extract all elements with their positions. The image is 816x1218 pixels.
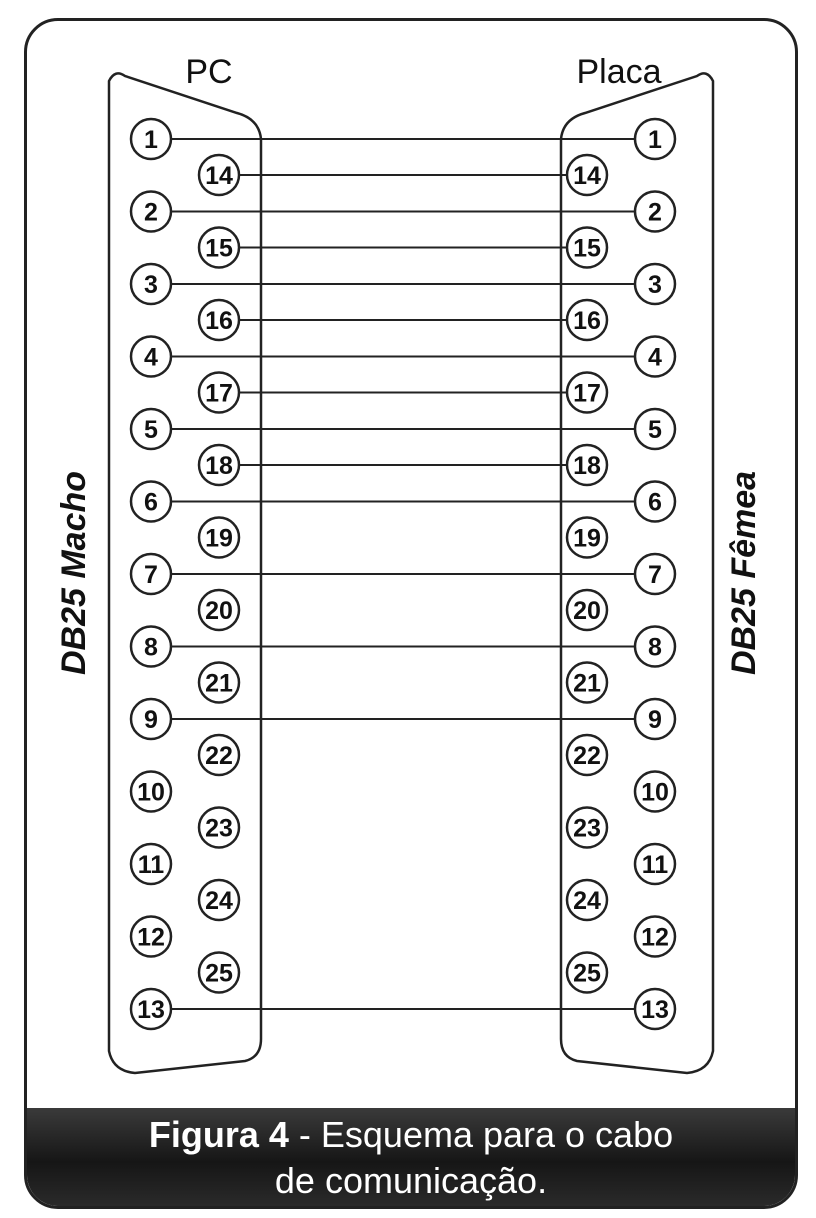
- pin-left_inner-18: [199, 445, 239, 485]
- pin-left_inner-22: [199, 735, 239, 775]
- pin-left_outer-8: [131, 627, 171, 667]
- pin-number: 24: [573, 887, 601, 915]
- pin-number: 7: [648, 561, 662, 589]
- pin-left_inner-23: [199, 808, 239, 848]
- pin-number: 18: [573, 452, 601, 480]
- pin-left_outer-11: [131, 844, 171, 884]
- pin-number: 9: [144, 706, 158, 734]
- pin-right_inner-24: [567, 880, 607, 920]
- right-side-label: DB25 Fêmea: [725, 470, 763, 676]
- pin-left_inner-20: [199, 590, 239, 630]
- pin-right_outer-1: [635, 119, 675, 159]
- pin-number: 22: [205, 742, 233, 770]
- pin-number: 1: [648, 126, 662, 154]
- pin-left_inner-16: [199, 300, 239, 340]
- pin-number: 3: [648, 271, 662, 299]
- pin-left_inner-25: [199, 953, 239, 993]
- pin-number: 4: [648, 343, 662, 372]
- pin-number: 12: [641, 923, 669, 952]
- pin-number: 24: [205, 887, 233, 915]
- pin-number: 4: [144, 343, 158, 372]
- pin-left_inner-14: [199, 155, 239, 195]
- pin-number: 15: [205, 234, 233, 263]
- pin-right_inner-15: [567, 228, 607, 268]
- pin-right_outer-4: [635, 337, 675, 377]
- pin-right_outer-9: [635, 699, 675, 739]
- pin-number: 25: [573, 959, 601, 988]
- pin-number: 2: [648, 198, 662, 227]
- pin-number: 6: [648, 488, 662, 517]
- connector-diagram: [27, 21, 795, 1111]
- pin-right_outer-5: [635, 409, 675, 449]
- pin-right_inner-22: [567, 735, 607, 775]
- pin-number: 11: [137, 851, 165, 879]
- pin-right_outer-11: [635, 844, 675, 884]
- pin-number: 10: [137, 778, 165, 807]
- pin-left_inner-24: [199, 880, 239, 920]
- pin-left_outer-2: [131, 192, 171, 232]
- pin-number: 20: [573, 597, 601, 625]
- pin-left_outer-12: [131, 917, 171, 957]
- left-side-label: DB25 Macho: [55, 470, 93, 676]
- pin-right_inner-14: [567, 155, 607, 195]
- pin-left_outer-13: [131, 989, 171, 1029]
- pin-number: 23: [573, 814, 601, 843]
- caption-separator: -: [288, 1114, 321, 1155]
- figure-card: [24, 18, 798, 1209]
- pin-left_outer-7: [131, 554, 171, 594]
- pin-number: 19: [573, 524, 601, 553]
- pin-right_inner-25: [567, 953, 607, 993]
- caption-line-1: [27, 1112, 795, 1158]
- pin-left_inner-21: [199, 663, 239, 703]
- pin-number: 15: [573, 234, 601, 263]
- pin-right_inner-23: [567, 808, 607, 848]
- pin-right_inner-17: [567, 373, 607, 413]
- pin-right_outer-6: [635, 482, 675, 522]
- pin-left_inner-15: [199, 228, 239, 268]
- pin-number: 17: [573, 379, 601, 408]
- caption-label: Figura 4: [148, 1114, 289, 1155]
- pin-number: 25: [205, 959, 233, 988]
- pin-number: 14: [573, 162, 601, 190]
- pin-number: 7: [144, 561, 158, 589]
- figure-caption: [27, 1108, 795, 1206]
- caption-line-2: de comunicação.: [274, 1160, 548, 1201]
- right-header: Placa: [576, 53, 662, 91]
- pin-left_inner-19: [199, 518, 239, 558]
- pin-right_outer-3: [635, 264, 675, 304]
- pin-number: 13: [137, 996, 165, 1024]
- pin-number: 6: [144, 488, 158, 517]
- pin-right_outer-2: [635, 192, 675, 232]
- pin-right_outer-12: [635, 917, 675, 957]
- pin-right_inner-20: [567, 590, 607, 630]
- pin-right_outer-7: [635, 554, 675, 594]
- pin-number: 17: [205, 379, 233, 408]
- pin-number: 3: [144, 271, 158, 299]
- pin-left_outer-10: [131, 772, 171, 812]
- pin-right_inner-18: [567, 445, 607, 485]
- left-header: PC: [185, 53, 233, 91]
- pin-number: 9: [648, 706, 662, 734]
- pin-right_inner-19: [567, 518, 607, 558]
- pin-left_outer-5: [131, 409, 171, 449]
- pin-number: 21: [573, 669, 601, 698]
- pin-number: 12: [137, 923, 165, 952]
- pin-number: 19: [205, 524, 233, 553]
- pin-number: 13: [641, 996, 669, 1024]
- pin-number: 21: [205, 669, 233, 698]
- pin-left_outer-1: [131, 119, 171, 159]
- pin-number: 5: [144, 416, 158, 444]
- pin-left_outer-6: [131, 482, 171, 522]
- pin-left_inner-17: [199, 373, 239, 413]
- pin-number: 16: [205, 307, 233, 335]
- pin-left_outer-9: [131, 699, 171, 739]
- pin-number: 2: [144, 198, 158, 227]
- pin-number: 8: [144, 633, 158, 662]
- pin-right_inner-21: [567, 663, 607, 703]
- pin-number: 8: [648, 633, 662, 662]
- pin-right_outer-8: [635, 627, 675, 667]
- pin-number: 18: [205, 452, 233, 480]
- pin-number: 16: [573, 307, 601, 335]
- pin-number: 5: [648, 416, 662, 444]
- pin-number: 20: [205, 597, 233, 625]
- wire-group: [171, 139, 635, 1009]
- pin-number: 23: [205, 814, 233, 843]
- pin-number: 10: [641, 778, 669, 807]
- pin-number: 1: [144, 126, 158, 154]
- pin-right_inner-16: [567, 300, 607, 340]
- pin-right_outer-13: [635, 989, 675, 1029]
- pin-number: 14: [205, 162, 233, 190]
- caption-text-1: Esquema para o cabo: [320, 1114, 674, 1155]
- pin-left_outer-4: [131, 337, 171, 377]
- pin-left_outer-3: [131, 264, 171, 304]
- pin-right_outer-10: [635, 772, 675, 812]
- pin-number: 22: [573, 742, 601, 770]
- pin-number: 11: [641, 851, 669, 879]
